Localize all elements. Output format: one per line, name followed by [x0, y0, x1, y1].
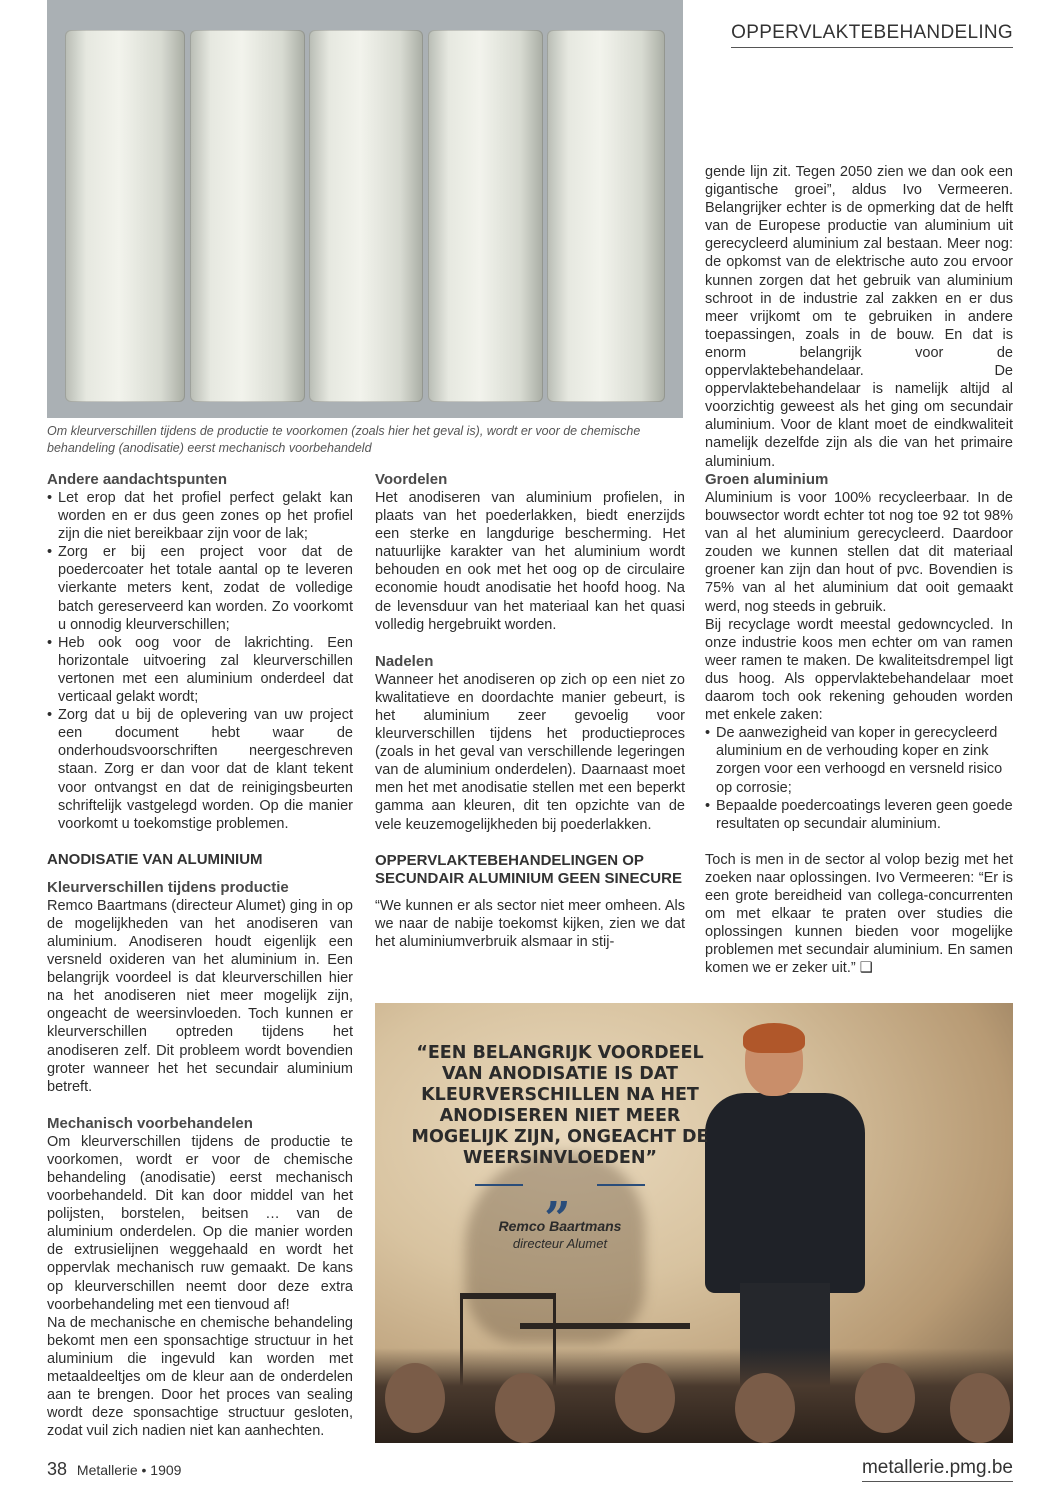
heading-kleurverschillen: Kleurverschillen tijdens productie: [47, 878, 289, 896]
paragraph-slot: Toch is men in de sector al volop bezig met het zoeken naar oplossingen. Ivo Vermeeren: “Er is een grote bereidheid van collega-concurrenten om met elkaar te praten over studies die oplossingen kunnen bieden voor mogelijke problemen met secundair aluminium. En samen komen we er zeker uit.” ❑: [705, 851, 1013, 977]
risks-list: [705, 724, 1013, 833]
paragraph-mechanisch-2: Na de mechanische en chemische behandeling bekomt men een sponsachtige structuur in het aluminium die ingevuld kan worden met metaaldeeltjes om de kleur aan de onderdelen aan te brengen. Door het proces van sealing wordt deze sponsachtige structuur gesloten, zodat vuil zich nadien niet kan aanhechten.: [47, 1314, 353, 1440]
column-2: [375, 470, 685, 951]
aluminium-profiles-photo: [47, 0, 683, 418]
paragraph-oppervlaktebehandelingen: “We kunnen er als sector niet meer omheen. Als we naar de nabije toekomst kijken, zien we dat het aluminiumverbruik alsmaar in stij-: [375, 897, 685, 950]
list-item: • Zorg er bij een project voor dat de poedercoater het totale aantal op te leveren vierkante meters kent, zodat de volledige batch gereserveerd kan worden. Zo voorkomt u onnodig kleurverschillen;: [47, 543, 353, 633]
column-1: [47, 470, 353, 1440]
speaker-hair: [743, 1023, 805, 1053]
heading-voordelen: Voordelen: [375, 471, 448, 488]
paragraph-continued: gende lijn zit. Tegen 2050 zien we dan ook een gigantische groei”, aldus Ivo Vermeeren. Belangrijker echter is de opmerking dat de helft van de Europese productie van aluminium uit gerecycleerd aluminium zal bestaan. Meer nog: de opkomst van de elektrische auto zou ervoor kunnen zorgen dat het gebruik van aluminium schroot in de industrie zal zakken en er dus meer vrijkomt om te gebruiken in andere toepassingen, zoals in de bouw. En dat is enorm belangrijk voor de oppervlaktebehandelaar. De oppervlaktebehandelaar is namelijk altijd al voorzichtig geweest als het ging om secundair aluminium. Voor de klant moet de eindkwaliteit namelijk dezelfde zijn als die van het primaire aluminium.: [705, 164, 1013, 470]
paragraph-nadelen: Wanneer het anodiseren op zich op een niet zo kwalitatieve en doordachte manier gebeurt, is het aluminium zeer gevoelig voor kleurverschillen tijdens het productieproces (zoals in het geval van verschillende legeringen van de aluminium onderdelen). Daarnaast moet men het met anodisatie stellen met een beperkt gamma aan kleuren, dit ten opzichte van de vele keuzemogelijkheden bij poederlakken.: [375, 671, 685, 833]
page-number: 38: [47, 1459, 68, 1479]
column-3: [705, 470, 1013, 977]
column-3-top: [705, 163, 1013, 471]
pull-quote-text: “EEN BELANGRIJK VOORDEEL VAN ANODISATIE IS DAT KLEURVERSCHILLEN NA HET ANODISEREN NIET MEER MOGELIJK ZIJN, ONGEACHT DE WEERSINVLOEDEN”: [411, 1043, 709, 1168]
speaker-body: [705, 1093, 865, 1293]
section-label: OPPERVLAKTEBEHANDELING: [731, 22, 1013, 43]
heading-nadelen: Nadelen: [375, 652, 434, 670]
magazine-issue: Metallerie • 1909: [76, 1462, 182, 1478]
heading-anodisatie: ANODISATIE VAN ALUMINIUM: [47, 850, 263, 868]
quote-author-role: directeur Alumet: [512, 1236, 608, 1251]
list-item: • Zorg dat u bij de oplevering van uw project een document hebt waar de onderhoudsvoorschriften neergeschreven staan. Zorg er dan voor dat de klant tekent voor ontvangst en dat de reinigingsbeurten schriftelijk vastgelegd worden. Op die manier voorkomt u toekomstige problemen.: [47, 706, 353, 833]
paragraph-groen-1: Aluminium is voor 100% recycleerbaar. In de bouwsector wordt echter tot nog toe 92 tot 98% van al het aluminium gerecycleerd. Daardoor zouden we kunnen stellen dat dit materiaal groener kan zijn dan hout of pvc. Bovendien is 75% van al het aluminium dat ooit gemaakt werd, nog steeds in gebruik.: [705, 490, 1013, 615]
list-item: • Bepaalde poedercoatings leveren geen goede resultaten op secundair aluminium.: [705, 797, 1013, 833]
photo-caption: Om kleurverschillen tijdens de productie te voorkomen (zoals hier het geval is), wordt er voor de chemische behandeling (anodisatie) eerst mechanisch voorbehandeld: [47, 424, 641, 455]
paragraph-kleurverschillen: Remco Baartmans (directeur Alumet) ging in op de mogelijkheden van het anodiseren van aluminium. Anodiseren houdt eigenlijk een versneld oxideren van het aluminium in. Een belangrijk voordeel is dat kleurverschillen hier na het anodiseren niet meer mogelijk zijn, ongeacht de weersinvloeden. Toch kunnen er kleurverschillen optreden tijdens het anodiseren zelf. Dit probleem wordt bovendien groter wanneer het het secundair aluminium betreft.: [47, 897, 353, 1095]
quote-author: Remco Baartmans: [498, 1218, 622, 1234]
heading-mechanisch: Mechanisch voorbehandelen: [47, 1114, 253, 1132]
paragraph-mechanisch-1: Om kleurverschillen tijdens de productie te voorkomen, wordt er voor de chemische behandeling (anodisatie) eerst mechanisch voorbehandeld. Dit kan door middel van het polijsten, borstelen, beitsen … van de aluminium onderdelen. Op die manier worden de extrusielijnen weggehaald en wordt het oppervlak mechanisch ruw gemaakt. De kans op kleurverschillen neemt door deze extra voorbehandeling met een tienvoud af!: [47, 1133, 353, 1313]
footer-left: [47, 1459, 181, 1480]
heading-andere-aandachtspunten: Andere aandachtspunten: [47, 471, 228, 488]
list-item: • Let erop dat het profiel perfect gelakt kan worden en er dus geen zones op het profiel zijn die niet bereikbaar zijn voor de lak;: [47, 489, 353, 543]
heading-groen-aluminium: Groen aluminium: [705, 471, 829, 488]
website-link[interactable]: metallerie.pmg.be: [861, 1457, 1013, 1478]
list-item: • Heb ook oog voor de lakrichting. Een horizontale uitvoering zal kleurverschillen vertonen met een aluminium onderdeel dat verticaal gelakt wordt;: [47, 634, 353, 706]
heading-oppervlaktebehandelingen: OPPERVLAKTEBEHANDELINGEN OP SECUNDAIR ALUMINIUM GEEN SINECURE: [375, 851, 682, 887]
speaker-photo: [375, 1003, 1013, 1443]
audience: [375, 1348, 1013, 1443]
quote-mark-icon: „: [545, 1165, 572, 1219]
tips-list: [47, 489, 353, 833]
list-item: • De aanwezigheid van koper in gerecycleerd aluminium en de verhouding koper en zink zorgen voor een verhoogd en versneld risico op corrosie;: [705, 724, 1013, 796]
paragraph-voordelen: Het anodiseren van aluminium profielen, in plaats van het poederlakken, biedt enerzijds een sterke en langdurige bescherming. Het natuurlijke karakter van het aluminium wordt behouden en ook met het oog op de circulaire economie houdt anodisatie het hoofd hoog. Na de levensduur van het materiaal kan het quasi volledig hergebruikt worden.: [375, 490, 685, 633]
paragraph-groen-2: Bij recyclage wordt meestal gedowncycled. In onze industrie koos men echter om van ramen weer ramen te maken. De kwaliteitsdrempel ligt dus hoog. Als oppervlaktebehandelaar moet daarom toch ook rekening gehouden worden met enkele zaken:: [705, 616, 1013, 724]
quote-mark-row: [475, 1165, 645, 1219]
